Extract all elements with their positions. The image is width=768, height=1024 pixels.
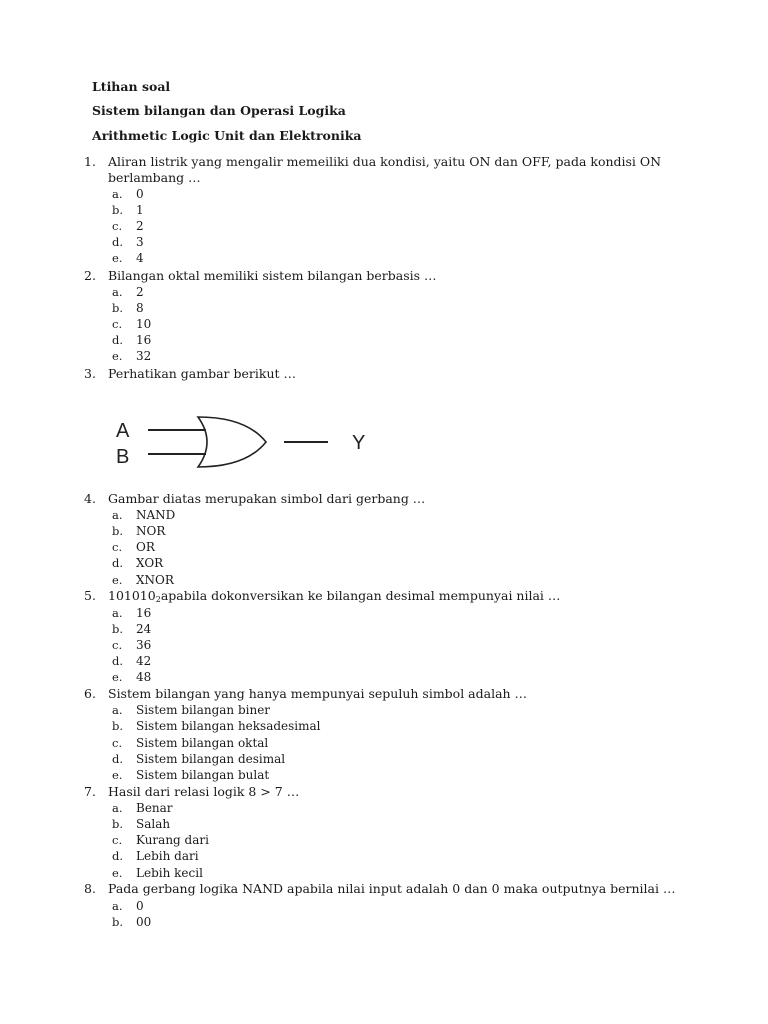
option-text: 2 bbox=[136, 285, 144, 299]
option-letter: c. bbox=[112, 540, 123, 554]
option-text: 32 bbox=[136, 349, 152, 363]
option-text: OR bbox=[136, 540, 155, 554]
option-text: 0 bbox=[136, 187, 144, 201]
option-letter: d. bbox=[112, 556, 124, 570]
option-letter: a. bbox=[112, 187, 123, 201]
option-text: Kurang dari bbox=[136, 833, 209, 847]
option-text: 10 bbox=[136, 317, 152, 331]
question-number: 7. bbox=[84, 784, 96, 799]
option-letter: a. bbox=[112, 285, 123, 299]
option-letter: a. bbox=[112, 801, 123, 815]
option-letter: e. bbox=[112, 573, 123, 587]
option-text: 48 bbox=[136, 670, 152, 684]
output-y-label: Y bbox=[352, 432, 366, 454]
input-b-label: B bbox=[116, 446, 130, 468]
or-gate-diagram bbox=[108, 408, 388, 478]
question-number: 5. bbox=[84, 588, 96, 603]
option-letter: c. bbox=[112, 736, 123, 750]
option-text: 0 bbox=[136, 899, 144, 913]
question-text bbox=[108, 588, 560, 608]
option-letter: b. bbox=[112, 622, 124, 636]
option-letter: d. bbox=[112, 752, 124, 766]
option-letter: a. bbox=[112, 899, 123, 913]
question-number: 6. bbox=[84, 686, 96, 701]
option-letter: a. bbox=[112, 606, 123, 620]
option-letter: e. bbox=[112, 670, 123, 684]
option-text: Sistem bilangan biner bbox=[136, 703, 271, 717]
option-text: 42 bbox=[136, 654, 152, 668]
question-text: Bilangan oktal memiliki sistem bilangan berbasis … bbox=[108, 268, 437, 283]
option-text: 4 bbox=[136, 251, 144, 265]
question-number: 3. bbox=[84, 366, 96, 381]
option-text: Sistem bilangan heksadesimal bbox=[136, 719, 321, 733]
option-letter: b. bbox=[112, 301, 124, 315]
option-letter: d. bbox=[112, 849, 124, 863]
option-letter: a. bbox=[112, 703, 123, 717]
option-text: 3 bbox=[136, 235, 144, 249]
option-text: XNOR bbox=[136, 573, 174, 587]
option-letter: d. bbox=[112, 654, 124, 668]
base-subscript: 2 bbox=[155, 595, 161, 604]
option-text: 16 bbox=[136, 606, 152, 620]
question-text-rest: apabila dokonversikan ke bilangan desimal mempunyai nilai … bbox=[160, 588, 561, 603]
option-letter: b. bbox=[112, 524, 124, 538]
question-text: Sistem bilangan yang hanya mempunyai sepuluh simbol adalah … bbox=[108, 686, 528, 701]
option-letter: c. bbox=[112, 833, 123, 847]
option-text: XOR bbox=[136, 556, 164, 570]
option-text: Sistem bilangan oktal bbox=[136, 736, 269, 750]
option-text: Sistem bilangan desimal bbox=[136, 752, 286, 766]
worksheet-topic-1: Sistem bilangan dan Operasi Logika bbox=[92, 103, 346, 118]
option-text: 36 bbox=[136, 638, 152, 652]
option-letter: e. bbox=[112, 866, 123, 880]
question-text-line-2: berlambang … bbox=[108, 170, 201, 185]
option-letter: b. bbox=[112, 719, 124, 733]
option-letter: e. bbox=[112, 349, 123, 363]
option-letter: b. bbox=[112, 915, 124, 929]
or-gate-shape bbox=[198, 417, 266, 467]
option-letter: c. bbox=[112, 638, 123, 652]
option-text: 16 bbox=[136, 333, 152, 347]
option-letter: d. bbox=[112, 333, 124, 347]
question-text: Hasil dari relasi logik 8 > 7 … bbox=[108, 784, 300, 799]
option-text: Lebih dari bbox=[136, 849, 199, 863]
option-text: 00 bbox=[136, 915, 152, 929]
option-text: Sistem bilangan bulat bbox=[136, 768, 270, 782]
option-text: NAND bbox=[136, 508, 176, 522]
binary-number: 101010 bbox=[108, 588, 156, 603]
input-a-label: A bbox=[116, 420, 130, 442]
option-text: NOR bbox=[136, 524, 166, 538]
question-text: Aliran listrik yang mengalir memeiliki dua kondisi, yaitu ON dan OFF, pada kondisi ON bbox=[108, 154, 662, 169]
option-text: Benar bbox=[136, 801, 173, 815]
worksheet-title: Ltihan soal bbox=[92, 79, 171, 94]
question-number: 4. bbox=[84, 491, 96, 506]
option-text: Lebih kecil bbox=[136, 866, 203, 880]
option-text: 24 bbox=[136, 622, 152, 636]
option-letter: b. bbox=[112, 817, 124, 831]
option-letter: e. bbox=[112, 768, 123, 782]
question-text: Perhatikan gambar berikut … bbox=[108, 366, 297, 381]
option-letter: e. bbox=[112, 251, 123, 265]
question-number: 2. bbox=[84, 268, 96, 283]
option-letter: c. bbox=[112, 317, 123, 331]
option-letter: b. bbox=[112, 203, 124, 217]
option-letter: c. bbox=[112, 219, 123, 233]
question-number: 8. bbox=[84, 881, 96, 896]
worksheet-topic-2: Arithmetic Logic Unit dan Elektronika bbox=[92, 128, 362, 143]
option-text: 2 bbox=[136, 219, 144, 233]
option-text: 8 bbox=[136, 301, 144, 315]
question-number: 1. bbox=[84, 154, 96, 169]
option-letter: a. bbox=[112, 508, 123, 522]
question-text: Pada gerbang logika NAND apabila nilai input adalah 0 dan 0 maka outputnya bernilai … bbox=[108, 881, 676, 896]
option-letter: d. bbox=[112, 235, 124, 249]
option-text: Salah bbox=[136, 817, 171, 831]
question-text: Gambar diatas merupakan simbol dari gerbang … bbox=[108, 491, 426, 506]
option-text: 1 bbox=[136, 203, 144, 217]
